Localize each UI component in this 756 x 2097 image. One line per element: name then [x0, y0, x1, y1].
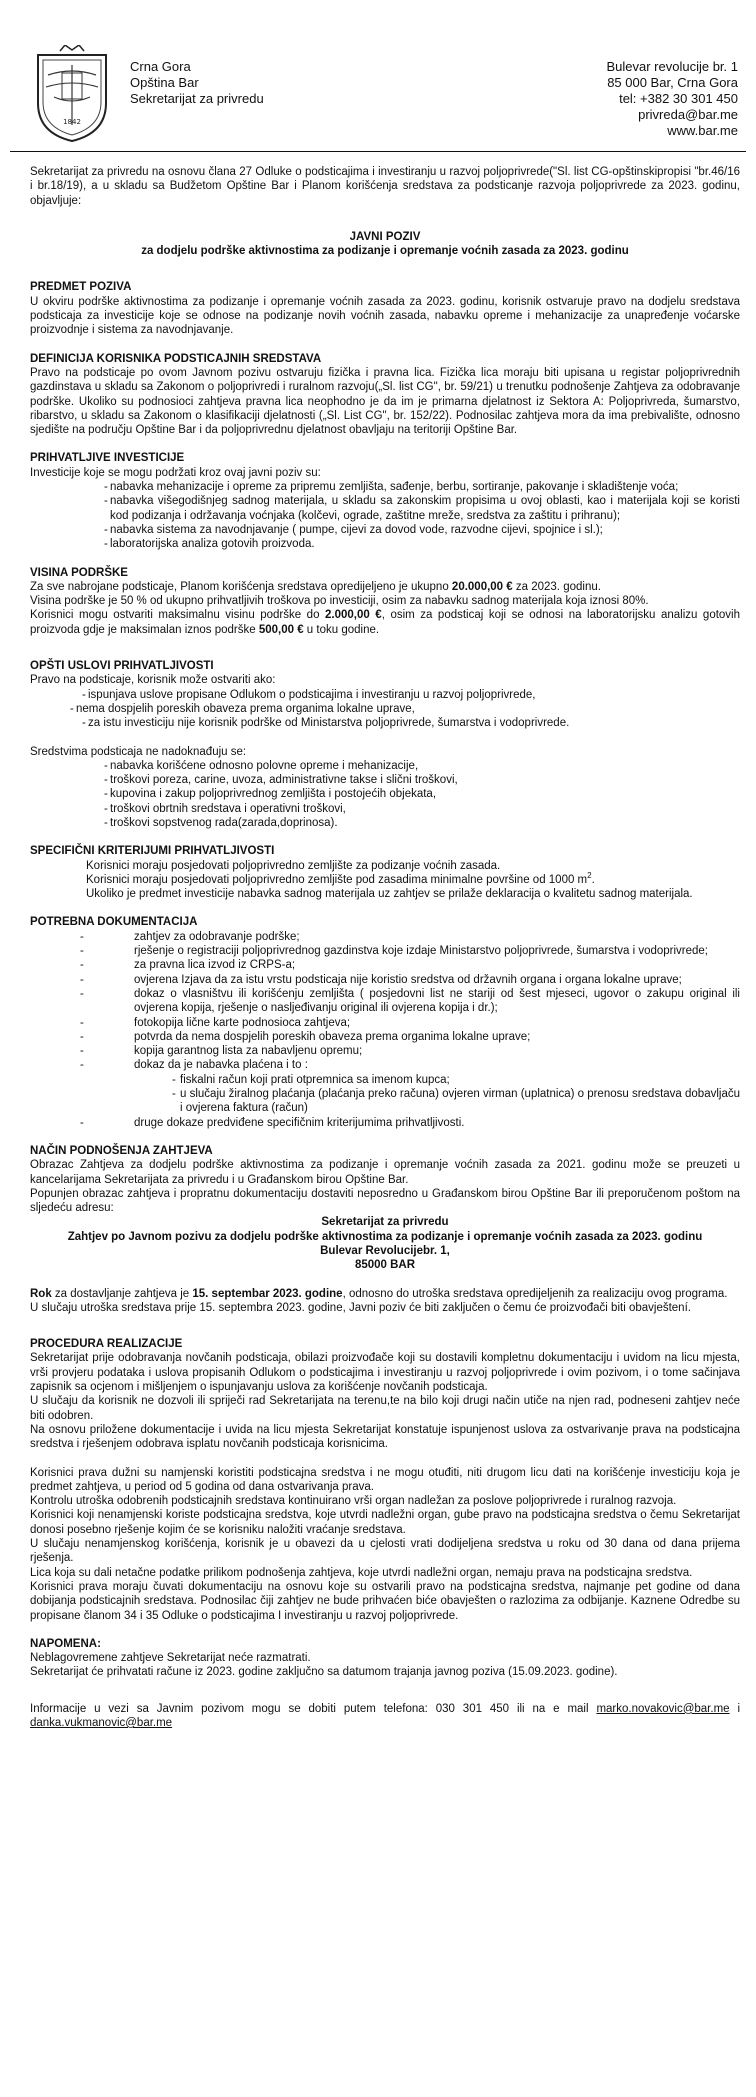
list-item: - u slučaju žiralnog plaćanja (plaćanja preko računa) ovjeren virman (uplatnica) o prenosu sredstava dobavljaču i ovjerena faktura (račun)	[30, 1087, 740, 1116]
criteria-line: Ukoliko je predmet investicije nabavka sadnog materijala uz zahtjev se prilaže deklaracija o kvalitetu sadnog materijala.	[86, 888, 693, 901]
section-text: Lica koja su dali netačne podatke prilikom podnošenja zahtjeva, koje utvrdi nadležni organ, nemaju prava na podsticajna sredstva.	[30, 1566, 693, 1579]
section-lead: Investicije koje se mogu podržati kroz ovaj javni poziv su:	[30, 466, 321, 479]
lab-max-amount: 500,00 €	[258, 623, 304, 636]
conditions-list	[30, 688, 740, 731]
section-text: Kontrolu utroška odobrenih podsticajnih sredstava kontinuirano vrši organ nadležan za poslove poljoprivrede i ruralnog razvoja.	[30, 1495, 677, 1508]
contact-info	[606, 59, 738, 139]
list-item: - zahtjev za odobravanje podrške;	[30, 930, 740, 944]
investments-list	[30, 480, 740, 551]
submission-address-line: 85000 BAR	[354, 1259, 416, 1272]
email-link[interactable]: privreda@bar.me	[638, 107, 738, 122]
list-item: - nabavka sistema za navodnjavanje ( pumpe, cijevi za dovod vode, razvodne cijevi, spojnice i sl.);	[30, 523, 740, 537]
section-lead: Sredstvima podsticaja ne nadoknađuju se:	[30, 745, 247, 758]
list-item: - dokaz o vlasništvu ili korišćenju zemljišta ( posjedovni list ne stariji od šest mjeseci, ugovor o zakupu original ili ovjerena kopija, rješenje o nasljeđivanju original ili ovjerena kopija i dr.);	[30, 987, 740, 1016]
section-text: Korisnici koji nenamjenski koriste podsticajna sredstva, koje utvrdi nadležni organ, gube pravo na podsticajna sredstva o čemu Sekretarijat donosi posebno rješenje kojim će se korisniku naložiti vraćanje sredstava.	[30, 1509, 740, 1536]
org-line: Opština Bar	[130, 75, 199, 90]
criteria-line: Korisnici moraju posjedovati poljoprivredno zemljište za podizanje voćnih zasada.	[86, 859, 501, 872]
list-item: - za pravna lica izvod iz CRPS-a;	[30, 958, 740, 972]
section-text: Sekretarijat prije odobravanja novčanih podsticaja, obilazi proizvođače koji su dostavili kompletnu dokumentaciju i uvidom na licu mjesta, vrši provjeru podataka i uslova propisanih Odlukom o podsticajima i investiranju u razvoj poljoprivrede i ovim pozivom, i o tome sačinjava zapisnik sa ocjenom i mišljenjem o ispunjavanju uslova za korišćenje novčanih podsticaja.	[30, 1352, 740, 1394]
letterhead	[10, 45, 746, 152]
deadline-note: U slučaju utroška sredstava prije 15. septembra 2023. godine, Javni poziv će biti zaključen o čemu će proizvođači biti obavještení.	[30, 1301, 691, 1314]
section-text: U okviru podrške aktivnostima za podizanje i opremanje voćnih zasada za 2023. godinu, korisnik ostvaruje pravo na dodjelu sredstava podsticaja za investicije koje se odnose na podizanje novih voćnih zasada, nabavku opreme i mehanizacije za unapređenje voćarske proizvodnje i sistema za navodnjavanje.	[30, 295, 740, 337]
list-item: - ovjerena Izjava da za istu vrstu podsticaja nije koristio sredstva od državnih organa i organa lokalne uprave;	[30, 973, 740, 987]
criteria-block	[30, 859, 740, 902]
deadline-date: 15. septembar 2023. godine	[192, 1287, 343, 1300]
section-heading: OPŠTI USLOVI PRIHVATLJIVOSTI	[30, 660, 214, 673]
list-item: - nabavka višegodišnjeg sadnog materijala, u skladu sa zakonskim propisima u ovoj oblasti, kao i materijala koji se koristi kod podizanja i održavanja voćnjaka (kolčevi, ograde, zaštitne mreže, sredstva za zaštitu i prihranu);	[30, 494, 740, 523]
section-text: Korisnici prava dužni su namjenski koristiti podsticajna sredstva i ne mogu otuđiti, niti drugom licu dati na korišćenje investiciju koja je predmet zahtjeva, u period od 5 godina od dana ostvarivanja prava.	[30, 1466, 740, 1493]
section-heading: PRIHVATLJIVE INVESTICIJE	[30, 452, 185, 465]
address-line: Bulevar revolucije br. 1	[606, 59, 738, 74]
list-item: - fotokopija lične karte podnosioca zahtjeva;	[30, 1016, 740, 1030]
section-heading: SPECIFIČNI KRITERIJUMI PRIHVATLJIVOSTI	[30, 845, 275, 858]
list-item: - fiskalni račun koji prati otpremnica sa imenom kupca;	[30, 1073, 740, 1087]
submission-address-line: Bulevar Revolucijebr. 1,	[320, 1245, 450, 1257]
documents-list	[30, 930, 740, 1073]
documents-list-end	[30, 1116, 740, 1130]
document-body	[30, 165, 740, 1730]
section-heading: DEFINICIJA KORISNIKA PODSTICAJNIH SREDSTAVA	[30, 352, 322, 365]
list-item: - za istu investiciju nije korisnik podrške od Ministarstva poljoprivrede, šumarstva i vodoprivrede.	[30, 716, 740, 730]
section-heading: PREDMET POZIVA	[30, 281, 132, 294]
support-max-line: Korisnici mogu ostvariti maksimalnu visinu podrške do 2.000,00 €, osim za podsticaj koji se odnosi na laboratorijsku analizu gotovih proizvoda gdje je maksimalan iznos podrške 500,00 € u toku godine.	[30, 609, 741, 636]
section-text: U slučaju da korisnik ne dozvoli ili spriječi rad Sekretarijata na terenu,te na bilo koji drugi način utiče na njen rad, podneseni zahtjev neće biti odobren.	[30, 1395, 740, 1422]
list-item: - kupovina i zakup poljoprivrednog zemljišta i postojećih objekata,	[30, 787, 740, 801]
support-percent-line: Visina podrške je 50 % od ukupno prihvatljivih troškova po investiciji, osim za nabavku sadnog materijala koja iznosi 80%.	[30, 595, 649, 608]
deadline-line: Rok za dostavljanje zahtjeva je 15. septembar 2023. godine, odnosno do utroška sredstava opredijeljenih za realizaciju ovog programa.	[30, 1287, 728, 1300]
section-text: Na osnovu priložene dokumentacije i uvida na licu mjesta Sekretarijat konstatuje ispunjenost uslova za ostvarivanje prava na podsticajna sredstva i rješenjem odobrava isplatu novčanih podsticaja korisnicima.	[30, 1423, 740, 1451]
section-lead: Pravo na podsticaje, korisnik može ostvariti ako:	[30, 674, 276, 687]
list-item: - nabavka korišćene odnosno polovne opreme i mehanizacije,	[30, 759, 740, 773]
support-amount-line: Za sve nabrojane podsticaje, Planom korišćenja sredstava opredijeljeno je ukupno 20.000,00 € za 2023. godinu.	[30, 580, 601, 593]
org-info	[130, 59, 264, 107]
section-heading: NAPOMENA:	[30, 1637, 101, 1650]
total-amount: 20.000,00 €	[451, 580, 513, 593]
submission-address-line: Zahtjev po Javnom pozivu za dodjelu podrške aktivnostima za podizanje i opremanje voćnih zasada za 2023. godinu	[67, 1230, 703, 1243]
note-line: Neblagovremene zahtjeve Sekretarijat neće razmatrati.	[30, 1652, 311, 1665]
note-line: Sekretarijat će prihvatati račune iz 2023. godine zaključno sa datumom trajanja javnog poziva (15.09.2023. godine).	[30, 1666, 618, 1679]
list-item: - troškovi poreza, carine, uvoza, administrativne takse i slični troškovi,	[30, 773, 740, 787]
seal-year: 1842	[63, 118, 81, 126]
payment-proof-list	[30, 1073, 740, 1116]
section-text: Korisnici prava moraju čuvati dokumentaciju na osnovu koje su ostvarili pravo na podsticajna sredstva, najmanje pet godine od dana dobijanja podsticajnih sredstava. Podnosilac čiji zahtjev ne bude prihvaćen biće obavješten o razlozima za odbijanje. Kaznene Odredbe su propisane članom 34 i 35 Odluke o podsticajima I investiranju u razvoj poljoprivrede.	[30, 1580, 740, 1622]
list-item: - kopija garantnog lista za nabavljenu opremu;	[30, 1044, 740, 1058]
org-line: Crna Gora	[130, 59, 191, 74]
max-amount: 2.000,00 €	[325, 609, 382, 622]
website-link[interactable]: www.bar.me	[667, 123, 738, 138]
list-item: - potvrda da nema dospjelih poreskih obaveza prema organima lokalne uprave;	[30, 1030, 740, 1044]
section-heading: VISINA PODRŠKE	[30, 566, 128, 579]
submission-address-line: Sekretarijat za privredu	[321, 1216, 449, 1229]
section-text: Obrazac Zahtjeva za dodjelu podrške aktivnostima za podizanje i opremanje voćnih zasada za 2021. godinu može se preuzeti u kancelarijama Sekretarijata za privredu i u Građanskom birou Opštine Bar.	[30, 1159, 740, 1186]
list-item: - laboratorijska analiza gotovih proizvoda.	[30, 537, 740, 551]
section-text: Popunjen obrazac zahtjeva i propratnu dokumentaciju dostaviti neposredno u Građanskom birou Opštine Bar ili preporučenom poštom na sljedeću adresu:	[30, 1187, 740, 1215]
section-heading: PROCEDURA REALIZACIJE	[30, 1338, 183, 1351]
city-line: 85 000 Bar, Crna Gora	[607, 75, 738, 90]
org-line: Sekretarijat za privredu	[130, 91, 264, 106]
phone-line: tel: +382 30 301 450	[619, 91, 738, 106]
section-heading: POTREBNA DOKUMENTACIJA	[30, 916, 198, 929]
page-subtitle: za dodjelu podrške aktivnostima za podizanje i opremanje voćnih zasada za 2023. godinu	[141, 245, 629, 258]
page-title: JAVNI POZIV	[349, 230, 421, 243]
list-item: - nema dospjelih poreskih obaveza prema organima lokalne uprave,	[30, 702, 740, 716]
list-item: - dokaz da je nabavka plaćena i to :	[30, 1058, 740, 1072]
list-item: - ispunjava uslove propisane Odlukom o podsticajima i investiranju u razvoj poljoprivrede,	[30, 688, 740, 702]
section-text: Pravo na podsticaje po ovom Javnom pozivu ostvaruju fizička i pravna lica. Fizička lica moraju biti upisana u registar poljoprivrednih gazdinstava u skladu sa Zakonom o poljoprivredi i ruralnom razvoju(„Sl. list CG", br. 59/21) u trenutku podnošenje Zahtjeva za odobravanje podrške. Ukoliko su podnosioci zahtjeva pravna lica neophodno je da im je primarna djelatnost iz Sektora A: Poljoprivreda, šumarstvo, ribarstvo, u skladu sa Zakonom o klasifikaciji djelatnosti („Sl. List CG", br. 152/22). Podnosilac zahtjeva mora da ima prebivalište, odnosno sjedište na području Opštine Bar i da poljoprivrednu djelatnost obavljaju na teritoriji Opštine Bar.	[30, 366, 740, 437]
intro-paragraph: Sekretarijat za privredu na osnovu člana 27 Odluke o podsticajima i investiranju u razvoj poljoprivrede("Sl. list CG-opštinskipropisi "br.46/16 i br.18/19), a u skladu sa Budžetom Opštine Bar i Planom korišćenja sredstava za podsticanje razvoja poljoprivrede za 2023. godinu, objavljuje:	[30, 166, 740, 207]
list-item: - druge dokaze predviđene specifičnim kriterijumima prihvatljivosti.	[30, 1116, 740, 1130]
contact-footer: Informacije u vezi sa Javnim pozivom mogu se dobiti putem telefona: 030 301 450 ili na e mail marko.novakovic@bar.me i danka.vukmanovic@bar.me	[30, 1702, 741, 1730]
list-item: - nabavka mehanizacije i opreme za pripremu zemljišta, sađenje, berbu, sortiranje, pakovanje i skladištenje voća;	[30, 480, 740, 494]
list-item: - troškovi obrtnih sredstava i operativni troškovi,	[30, 802, 740, 816]
list-item: - troškovi sopstvenog rada(zarada,doprinosa).	[30, 816, 740, 830]
section-heading: NAČIN PODNOŠENJA ZAHTJEVA	[30, 1144, 213, 1157]
section-text: U slučaju nenamjenskog korišćenja, korisnik je u obavezi da u cjelosti vrati dodijeljena sredstva u roku od 30 dana od dana prijema rješenja.	[30, 1538, 740, 1565]
excluded-costs-list	[30, 759, 740, 830]
email-link[interactable]: marko.novakovic@bar.me	[596, 1702, 730, 1715]
list-item: - rješenje o registraciji poljoprivrednog gazdinstva koje izdaje Ministarstvo poljoprivrede, šumarstva i vodoprivrede;	[30, 944, 740, 958]
criteria-line: Korisnici moraju posjedovati poljoprivredno zemljište pod zasadima minimalne površine od 1000 $m^2$.	[86, 871, 595, 886]
coat-of-arms-icon	[32, 45, 112, 144]
email-link[interactable]: danka.vukmanovic@bar.me	[30, 1717, 173, 1730]
